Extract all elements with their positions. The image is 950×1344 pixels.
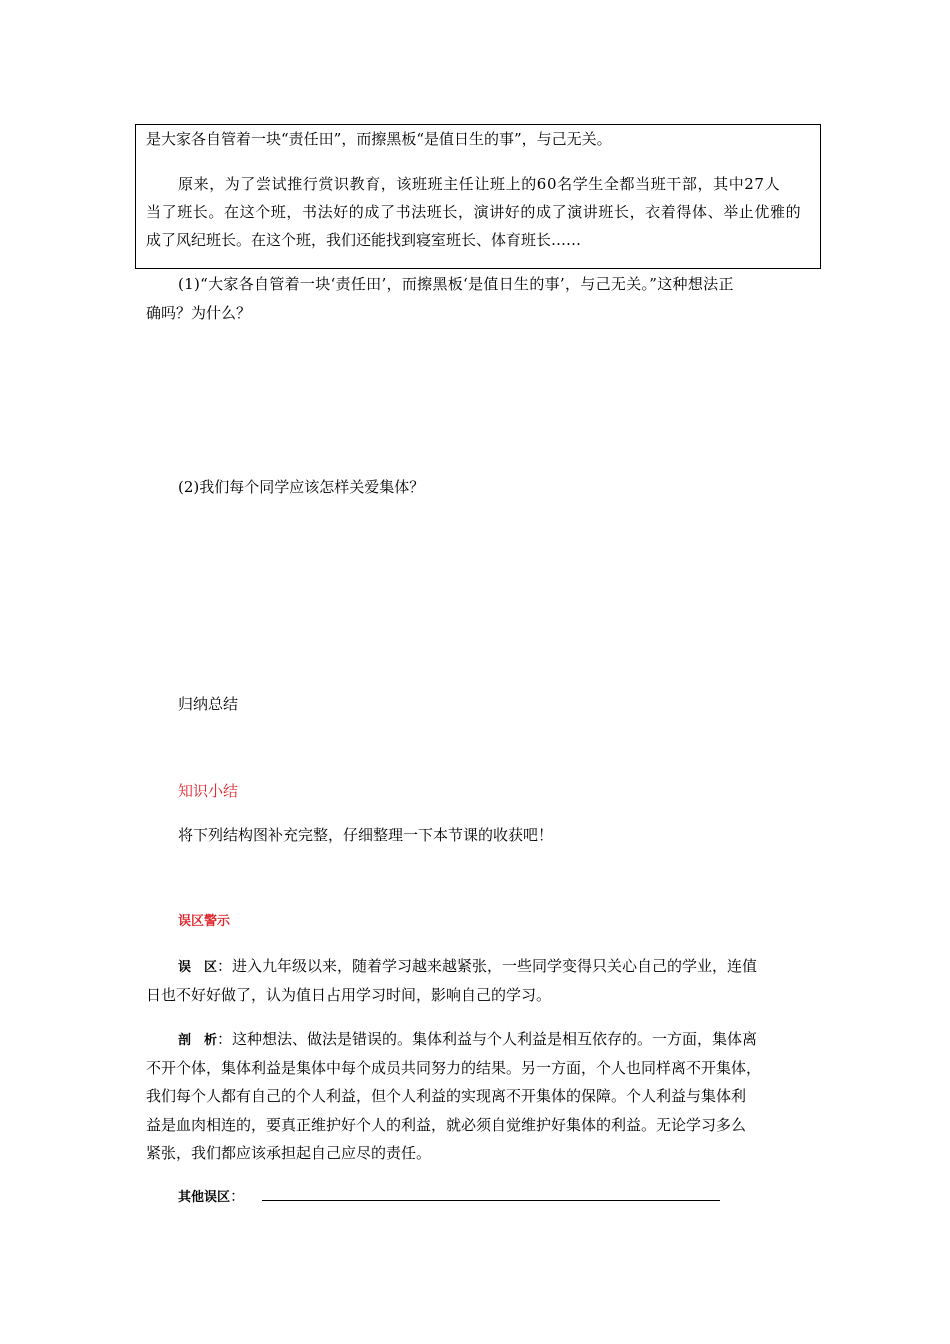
analysis-text-1: ：这种想法、做法是错误的。集体利益与个人利益是相互依存的。一方面，集体离: [217, 1030, 758, 1048]
summary-instruction: 将下列结构图补充完整，仔细整理一下本节课的收获吧！: [178, 826, 554, 844]
question-1-line-2: 确吗？为什么？: [146, 304, 252, 322]
case-para2-line-2: 当了班长。在这个班，书法好的成了书法班长，演讲好的成了演讲班长，衣着得体、举止优雅的: [146, 203, 802, 221]
knowledge-summary-heading: 知识小结: [178, 782, 239, 800]
error-text-1: ：进入九年级以来，随着学习越来越紧张，一些同学变得只关心自己的学业，连值: [217, 957, 758, 975]
error-label: 误 区: [178, 960, 218, 975]
case-para2-line-1: 原来，为了尝试推行赏识教育，该班班主任让班上的60名学生全都当班干部，其中27人: [178, 175, 781, 193]
analysis-line-4: 益是血肉相连的，要真正维护好个人的利益，就必须自觉维护好集体的利益。无论学习多么: [146, 1116, 747, 1134]
analysis-line-1: [178, 1029, 757, 1051]
error-line-2: 日也不好好做了，认为值日占用学习时间，影响自己的学习。: [146, 986, 552, 1004]
misconception-heading: 误区警示: [178, 914, 231, 929]
summary-heading: 归纳总结: [178, 695, 239, 713]
other-misconception-colon: ：: [230, 1187, 246, 1205]
other-misconception-blank[interactable]: [262, 1200, 720, 1201]
case-line-1: 是大家各自管着一块“责任田”，而擦黑板“是值日生的事”，与己无关。: [146, 130, 612, 148]
analysis-label: 剖 析: [178, 1033, 218, 1048]
other-misconception-label: 其他误区: [178, 1190, 231, 1205]
case-para2-line-3: 成了风纪班长。在这个班，我们还能找到寝室班长、体育班长……: [146, 231, 582, 249]
analysis-line-5: 紧张，我们都应该承担起自己应尽的责任。: [146, 1144, 432, 1162]
question-2: (2)我们每个同学应该怎样关爱集体？: [178, 478, 425, 496]
analysis-line-3: 我们每个人都有自己的个人利益，但个人利益的实现离不开集体的保障。个人利益与集体利: [146, 1087, 747, 1105]
error-line-1: [178, 956, 757, 978]
other-misconception-row: [178, 1186, 245, 1208]
analysis-line-2: 不开个体，集体利益是集体中每个成员共同努力的结果。另一方面，个人也同样离不开集体，: [146, 1059, 762, 1077]
question-1-line-1: (1)“大家各自管着一块‘责任田’，而擦黑板‘是值日生的事’，与己无关。”这种想法正: [178, 275, 734, 293]
